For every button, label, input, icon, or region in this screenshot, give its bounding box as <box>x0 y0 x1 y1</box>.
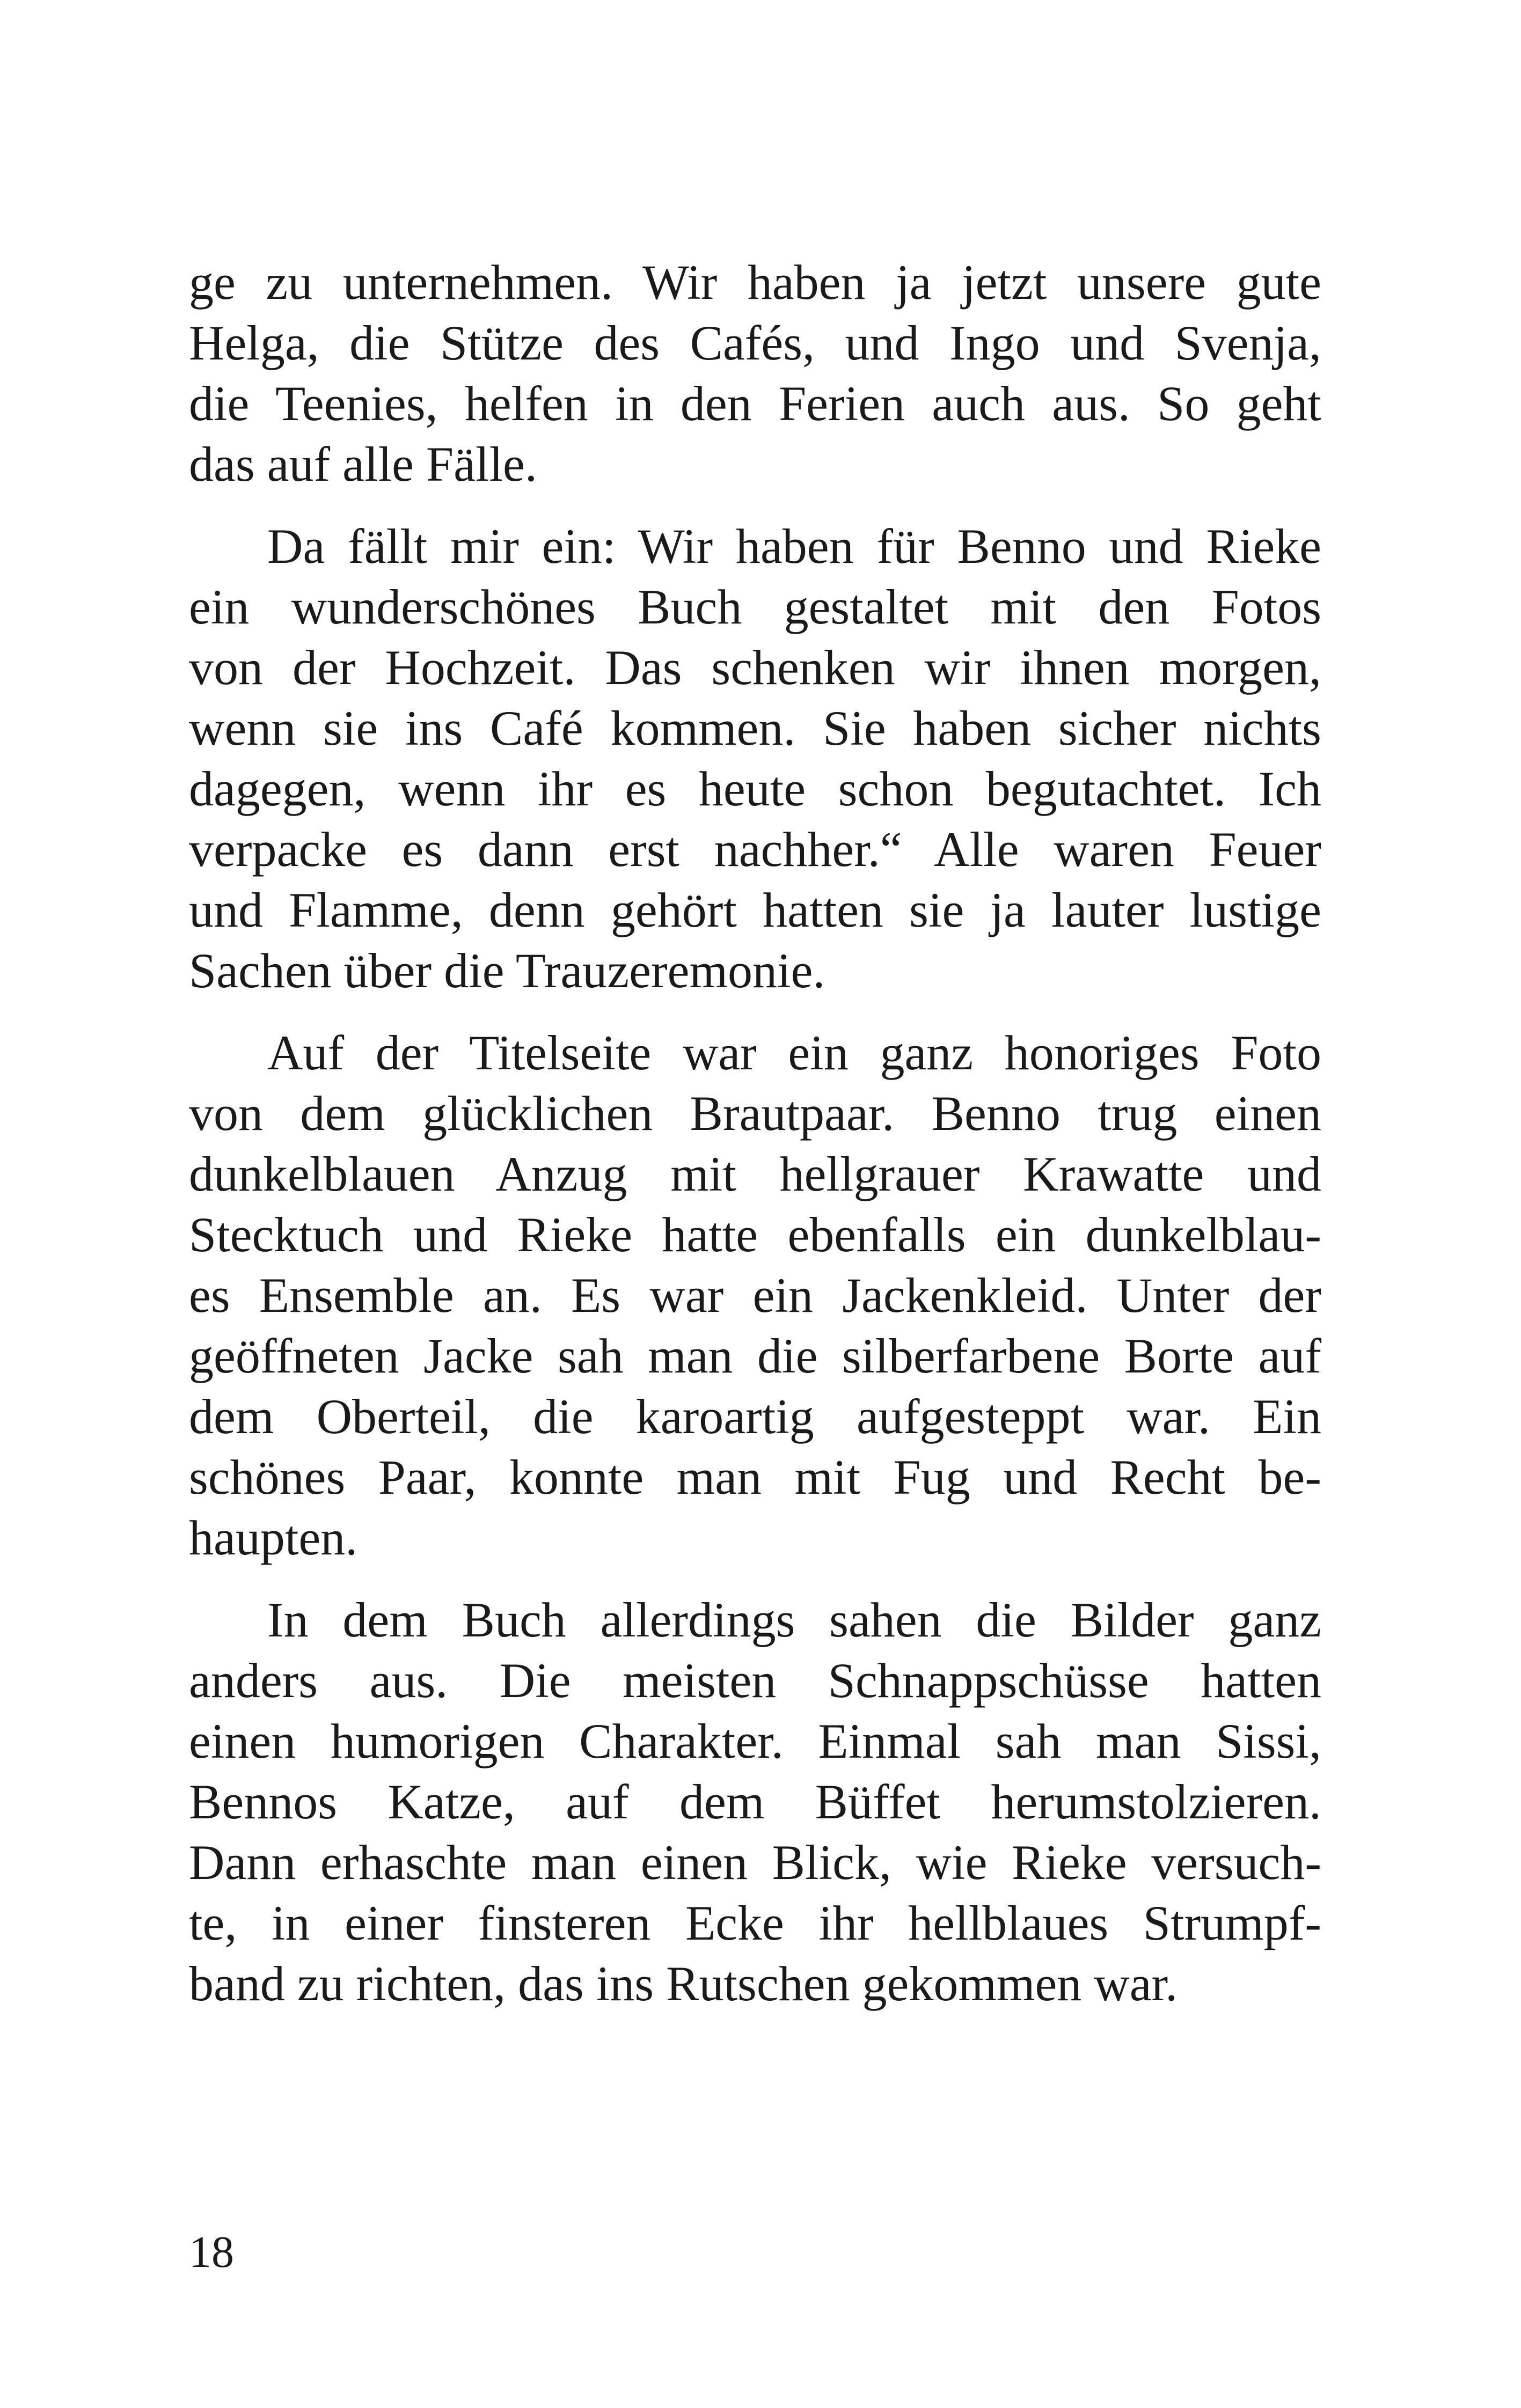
text-line: band zu richten, das ins Rutschen gekommen war. <box>189 1956 1178 2011</box>
text-line: haupten. <box>189 1510 358 1565</box>
text-line: Stecktuch und Rieke hatte ebenfalls ein dunkelblau- <box>189 1207 1321 1262</box>
text-line: anders aus. Die meisten Schnappschüsse hatten <box>189 1653 1321 1708</box>
text-line: In dem Buch allerdings sahen die Bilder ganz <box>267 1592 1321 1647</box>
text-line: das auf alle Fälle. <box>189 437 537 491</box>
paragraph-1 <box>189 252 1321 495</box>
text-line: von der Hochzeit. Das schenken wir ihnen morgen, <box>189 640 1321 695</box>
text-line: Auf der Titelseite war ein ganz honoriges Foto <box>267 1025 1321 1080</box>
text-line: dagegen, wenn ihr es heute schon begutachtet. Ich <box>189 761 1321 816</box>
text-line: Da fällt mir ein: Wir haben für Benno und Rieke <box>267 519 1321 574</box>
paragraph-4 <box>189 1590 1321 2014</box>
text-line: dem Oberteil, die karoartig aufgesteppt war. Ein <box>189 1389 1321 1444</box>
paragraph-2 <box>189 516 1321 1001</box>
text-line: die Teenies, helfen in den Ferien auch aus. So geht <box>189 376 1321 431</box>
text-line: Dann erhaschte man einen Blick, wie Rieke versuch- <box>189 1835 1321 1890</box>
text-line: von dem glücklichen Brautpaar. Benno trug einen <box>189 1086 1321 1141</box>
text-line: ge zu unternehmen. Wir haben ja jetzt unsere gute <box>189 255 1321 310</box>
text-line: es Ensemble an. Es war ein Jackenkleid. Unter der <box>189 1268 1321 1323</box>
text-line: verpacke es dann erst nachher.“ Alle waren Feuer <box>189 822 1321 877</box>
text-line: dunkelblauen Anzug mit hellgrauer Krawatte und <box>189 1147 1321 1201</box>
page-number: 18 <box>189 2227 234 2277</box>
text-line: Helga, die Stütze des Cafés, und Ingo und Svenja, <box>189 315 1321 370</box>
text-line: geöffneten Jacke sah man die silberfarbene Borte auf <box>189 1328 1321 1383</box>
text-line: schönes Paar, konnte man mit Fug und Recht be- <box>189 1450 1321 1504</box>
text-line: ein wunderschönes Buch gestaltet mit den Fotos <box>189 579 1321 634</box>
text-line: te, in einer finsteren Ecke ihr hellblaues Strumpf- <box>189 1896 1321 1950</box>
text-line: wenn sie ins Café kommen. Sie haben sicher nichts <box>189 701 1321 755</box>
text-line: Sachen über die Trauzeremonie. <box>189 943 825 998</box>
body-text <box>189 252 1321 2014</box>
paragraph-3 <box>189 1023 1321 1568</box>
text-line: Bennos Katze, auf dem Büffet herumstolzieren. <box>189 1774 1321 1829</box>
text-line: und Flamme, denn gehört hatten sie ja lauter lustige <box>189 883 1321 937</box>
text-line: einen humorigen Charakter. Einmal sah man Sissi, <box>189 1714 1321 1768</box>
